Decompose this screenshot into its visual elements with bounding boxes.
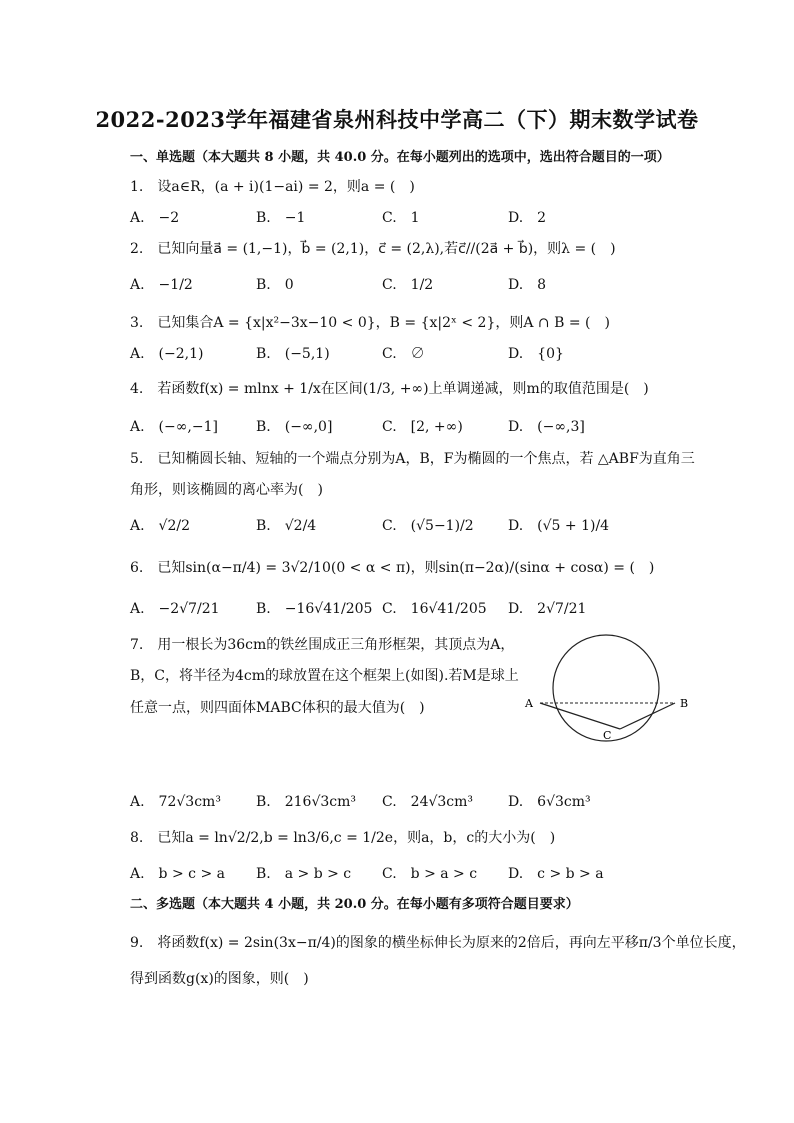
question-4-stem: 4. 若函数f(x) = mlnx + 1/x在区间(1/3, +∞)上单调递减，则m的取值范围是( ) xyxy=(130,381,649,397)
question-8-option-d: D. c > b > a xyxy=(508,866,604,882)
question-6-option-b: B. −16√41/205 xyxy=(256,601,373,617)
question-8-option-a: A. b > c > a xyxy=(130,866,225,882)
sphere-on-triangle-figure xyxy=(520,632,700,742)
question-2-option-b: B. 0 xyxy=(256,277,294,293)
question-7-stem-line2: B，C，将半径为4cm的球放置在这个框架上(如图).若M是球上 xyxy=(130,668,519,684)
question-5-option-b: B. √2/4 xyxy=(256,518,317,534)
question-9-stem-line1: 9. 将函数f(x) = 2sin(3x−π/4)的图象的横坐标伸长为原来的2倍后，再向左平移π/3个单位长度， xyxy=(130,935,746,951)
question-6-option-d: D. 2√7/21 xyxy=(508,601,587,617)
question-4-option-b: B. (−∞,0] xyxy=(256,419,333,435)
edge-ac xyxy=(540,703,620,729)
vertex-label-a: A xyxy=(525,697,533,710)
question-8-option-c: C. b > a > c xyxy=(382,866,478,882)
question-3-option-a: A. (−2,1) xyxy=(130,346,204,362)
question-3-option-b: B. (−5,1) xyxy=(256,346,330,362)
question-5-option-a: A. √2/2 xyxy=(130,518,191,534)
question-4-option-a: A. (−∞,−1] xyxy=(130,419,218,435)
section-single-choice-header: 一、单选题（本大题共 8 小题，共 40.0 分。在每小题列出的选项中，选出符合题目的一项） xyxy=(130,150,670,165)
vertex-label-c: C xyxy=(603,729,612,742)
question-3-option-c: C. ∅ xyxy=(382,346,425,362)
question-1-option-b: B. −1 xyxy=(256,210,306,226)
question-9-stem-line2: 得到函数g(x)的图象，则( ) xyxy=(130,971,309,987)
question-2-option-a: A. −1/2 xyxy=(130,277,193,293)
question-3-stem: 3. 已知集合A = {x|x²−3x−10 < 0}，B = {x|2ˣ < 2}，则A ∩ B = ( ) xyxy=(130,315,610,331)
question-4-option-d: D. (−∞,3] xyxy=(508,419,585,435)
question-3-option-d: D. {0} xyxy=(508,346,564,362)
question-5-stem-line1: 5. 已知椭圆长轴、短轴的一个端点分别为A，B，F为椭圆的一个焦点，若 △ABF为直角三 xyxy=(130,451,695,467)
question-5-option-c: C. (√5−1)/2 xyxy=(382,518,474,534)
question-2-option-d: D. 8 xyxy=(508,277,547,293)
question-6-option-c: C. 16√41/205 xyxy=(382,601,487,617)
question-1-option-d: D. 2 xyxy=(508,210,547,226)
question-8-option-b: B. a > b > c xyxy=(256,866,352,882)
question-1-stem: 1. 设a∈R，(a + i)(1−ai) = 2，则a = ( ) xyxy=(130,179,415,195)
question-5-option-d: D. (√5 + 1)/4 xyxy=(508,518,610,534)
question-7-option-b: B. 216√3cm³ xyxy=(256,794,357,810)
question-5-stem-line2: 角形，则该椭圆的离心率为( ) xyxy=(130,482,323,498)
question-1-option-c: C. 1 xyxy=(382,210,420,226)
question-1-option-a: A. −2 xyxy=(130,210,180,226)
question-6-stem: 6. 已知sin(α−π/4) = 3√2/10(0 < α < π)，则sin(π−2α)/(sinα + cosα) = ( ) xyxy=(130,560,655,576)
section-multiple-choice-header: 二、多选题（本大题共 4 小题，共 20.0 分。在每小题有多项符合题目要求） xyxy=(130,897,579,912)
vertex-label-b: B xyxy=(680,697,689,710)
question-6-option-a: A. −2√7/21 xyxy=(130,601,220,617)
question-7-option-c: C. 24√3cm³ xyxy=(382,794,474,810)
edge-bc xyxy=(620,703,675,729)
sphere-outline xyxy=(553,635,659,741)
question-7-option-d: D. 6√3cm³ xyxy=(508,794,591,810)
question-7-option-a: A. 72√3cm³ xyxy=(130,794,221,810)
page-title: 2022-2023学年福建省泉州科技中学高二（下）期末数学试卷 xyxy=(95,107,699,132)
question-8-stem: 8. 已知a = ln√2/2,b = ln3/6,c = 1/2e，则a，b，c的大小为( ) xyxy=(130,830,556,846)
question-2-option-c: C. 1/2 xyxy=(382,277,434,293)
question-2-stem: 2. 已知向量a⃗ = (1,−1)，b⃗ = (2,1)，c⃗ = (2,λ),若c⃗//(2a⃗ + b⃗)，则λ = ( ) xyxy=(130,241,616,257)
question-4-option-c: C. [2, +∞) xyxy=(382,419,463,435)
question-7-stem-line1: 7. 用一根长为36cm的铁丝围成正三角形框架，其顶点为A， xyxy=(130,637,515,653)
question-7-stem-line3: 任意一点，则四面体MABC体积的最大值为( ) xyxy=(130,700,425,716)
